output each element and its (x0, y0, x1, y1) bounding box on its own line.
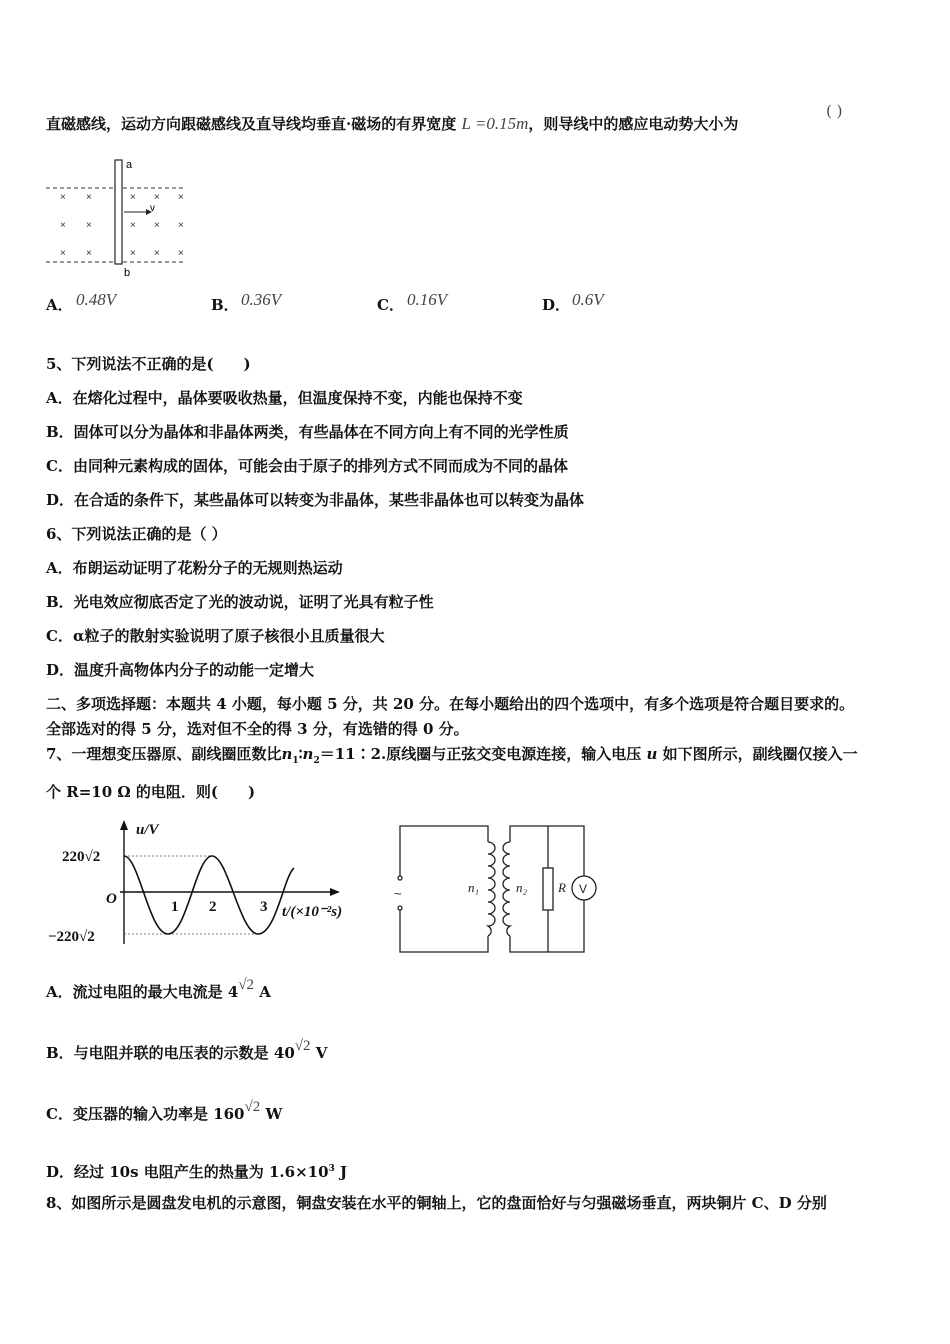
field-cross: × (86, 248, 92, 259)
q4-option-a[interactable]: A． 0.48V (46, 290, 117, 314)
primary-coil (488, 842, 495, 936)
conductor-rod (115, 160, 122, 264)
field-cross: × (60, 220, 66, 231)
rod-label-a: a (126, 159, 133, 171)
field-cross: × (60, 192, 66, 203)
transformer-circuit (384, 820, 608, 958)
field-cross: × (178, 220, 184, 231)
terminal-bottom (398, 906, 402, 910)
q7-option-d[interactable]: D．经过 10s 电阻产生的热量为 $1.6\times 10^3$ J (46, 1163, 348, 1181)
terminal-top (398, 876, 402, 880)
magnetic-field-figure (44, 156, 194, 280)
q6-option-a[interactable]: A．布朗运动证明了花粉分子的无规则热运动 (46, 559, 343, 577)
q7-stem: 7、一理想变压器原、副线圈匝数比$n_1∶n_2=11∶2$.原线圈与正弦交变电源连接，输入电压 u 如下图所示，副线圈仅接入一 (46, 745, 858, 766)
origin-label: O (106, 891, 117, 907)
field-cross: × (130, 220, 136, 231)
field-cross: × (130, 192, 136, 203)
field-cross: × (154, 192, 160, 203)
q6-stem: 6、下列说法正确的是（ ） (46, 525, 227, 543)
q5-stem: 5、下列说法不正确的是( ) (46, 355, 251, 373)
tick-label-1: 1 (171, 899, 179, 915)
n1-label: n₁ (468, 880, 480, 895)
field-cross: × (154, 248, 160, 259)
field-cross: × (178, 192, 184, 203)
resistor (543, 868, 553, 910)
primary-bottom-wire (400, 910, 488, 952)
n2-label: n₂ (516, 880, 528, 895)
velocity-label: v (150, 203, 155, 214)
q4-stem: 直磁感线，运动方向跟磁感线及直导线均垂直·磁场的有界宽度 L =0.15m，则导线中的感应电动势大小为 (46, 114, 739, 133)
q5-option-c[interactable]: C．由同种元素构成的固体，可能会由于原子的排列方式不同而成为不同的晶体 (46, 457, 568, 475)
section2-scoring: 全部选对的得 5 分，选对但不全的得 3 分，有选错的得 0 分。 (46, 720, 469, 738)
x-axis-label: t/(×10⁻²s) (282, 904, 343, 920)
section2-heading: 二、多项选择题：本题共 4 小题，每小题 5 分，共 20 分。在每小题给出的四个选项中，有多个选项是符合题目要求的。 (46, 695, 855, 713)
q7-stem-line2: 个 R=10 Ω 的电阻．则( ) (46, 783, 256, 801)
r-label: R (558, 880, 566, 895)
secondary-coil (503, 842, 510, 936)
voltage-curve (124, 856, 294, 934)
primary-top-wire (400, 826, 488, 876)
y-max-label: 220√2 (62, 849, 101, 865)
field-cross: × (60, 248, 66, 259)
rod-label-b: b (124, 267, 131, 279)
x-axis-arrow (330, 888, 340, 896)
voltage-graph (44, 816, 370, 948)
tick-label-3: 3 (260, 899, 268, 915)
y-axis-label: u/V (136, 822, 159, 838)
q4-width-formula: L =0.15m (461, 114, 529, 133)
q4-option-d[interactable]: D． 0.6V (542, 290, 604, 314)
q6-option-d[interactable]: D．温度升高物体内分子的动能一定增大 (46, 661, 315, 679)
field-cross: × (154, 220, 160, 231)
q7-option-c[interactable]: C．变压器的输入功率是 160√2 W (46, 1099, 283, 1123)
q5-option-b[interactable]: B．固体可以分为晶体和非晶体两类，有些晶体在不同方向上有不同的光学性质 (46, 423, 569, 441)
q4-option-c[interactable]: C． 0.16V (377, 290, 448, 314)
y-min-label: −220√2 (48, 929, 95, 945)
field-cross: × (178, 248, 184, 259)
voltmeter-label: V (579, 882, 588, 896)
q4-option-b[interactable]: B． 0.36V (211, 290, 282, 314)
q7-option-a[interactable]: A．流过电阻的最大电流是 4√2 A (46, 977, 271, 1001)
field-cross: × (86, 220, 92, 231)
q5-option-a[interactable]: A．在熔化过程中，晶体要吸收热量，但温度保持不变，内能也保持不变 (46, 389, 523, 407)
q6-option-b[interactable]: B．光电效应彻底否定了光的波动说，证明了光具有粒子性 (46, 593, 434, 611)
field-cross: × (130, 248, 136, 259)
q8-stem: 8、如图所示是圆盘发电机的示意图，铜盘安装在水平的铜轴上，它的盘面恰好与匀强磁场垂直，两块铜片 C、D 分别 (46, 1194, 827, 1212)
q5-option-d[interactable]: D．在合适的条件下，某些晶体可以转变为非晶体，某些非晶体也可以转变为晶体 (46, 491, 585, 509)
secondary-bottom-wire (510, 900, 584, 952)
q6-option-c[interactable]: C．α粒子的散射实验说明了原子核很小且质量很大 (46, 627, 385, 645)
ac-source-symbol: ~ (394, 886, 402, 901)
field-cross: × (86, 192, 92, 203)
tick-label-2: 2 (209, 899, 217, 915)
answer-paren: ( ) (826, 102, 843, 120)
q7-option-b[interactable]: B．与电阻并联的电压表的示数是 40√2 V (46, 1038, 328, 1062)
y-axis-arrow (120, 820, 128, 830)
